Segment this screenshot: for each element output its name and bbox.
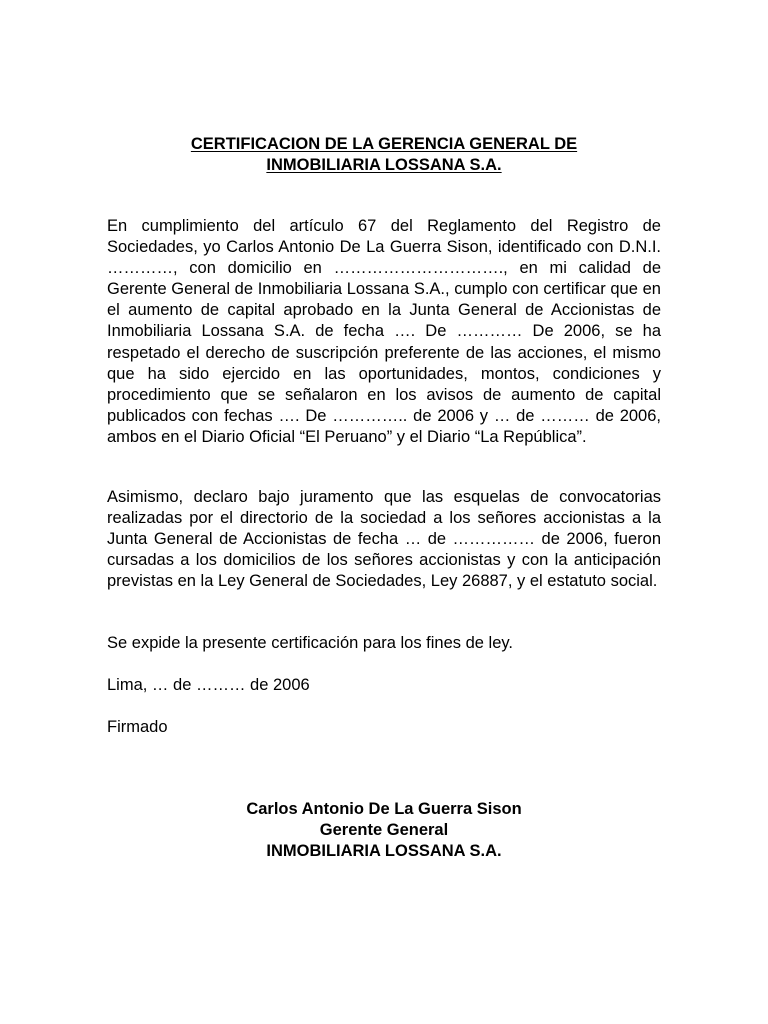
date-line: Lima, … de ……… de 2006 [107, 676, 310, 694]
signature-company: INMOBILIARIA LOSSANA S.A. [266, 842, 502, 860]
document-title-line1: CERTIFICACION DE LA GERENCIA GENERAL DE [190, 135, 578, 153]
signature-position: Gerente General [319, 821, 449, 839]
paragraph-declaration: Asimismo, declaro bajo juramento que las esquelas de convocatorias realizadas por el directorio de la sociedad a los señores accionistas a la Junta General de Accionistas de fecha … de …………… de 2006, fueron cursadas a los domicilios de los señores accionistas y con la anticipación previstas en la Ley General de Sociedades, Ley 26887, y el estatuto social. [107, 488, 661, 591]
paragraph-issuance: Se expide la presente certificación para los fines de ley. [107, 634, 514, 652]
document-title-line2: INMOBILIARIA LOSSANA S.A. [266, 156, 502, 174]
paragraph-certification: En cumplimiento del artículo 67 del Reglamento del Registro de Sociedades, yo Carlos Antonio De La Guerra Sison, identificado con D.N.I. …………, con domicilio en …………………………., en mi calidad de Gerente General de Inmobiliaria Lossana S.A., cumplo con certificar que en el aumento de capital aprobado en la Junta General de Accionistas de Inmobiliaria Lossana S.A. de fecha …. De ………… De 2006, se ha respetado el derecho de suscripción preferente de las acciones, el mismo que ha sido ejercido en las oportunidades, montos, condiciones y procedimiento que se señalaron en los avisos de aumento de capital publicados con fechas …. De ………….. de 2006 y … de ……… de 2006, ambos en el Diario Oficial “El Peruano” y el Diario “La República”. [107, 217, 661, 446]
signed-label: Firmado [107, 718, 168, 736]
signature-name: Carlos Antonio De La Guerra Sison [246, 800, 522, 818]
